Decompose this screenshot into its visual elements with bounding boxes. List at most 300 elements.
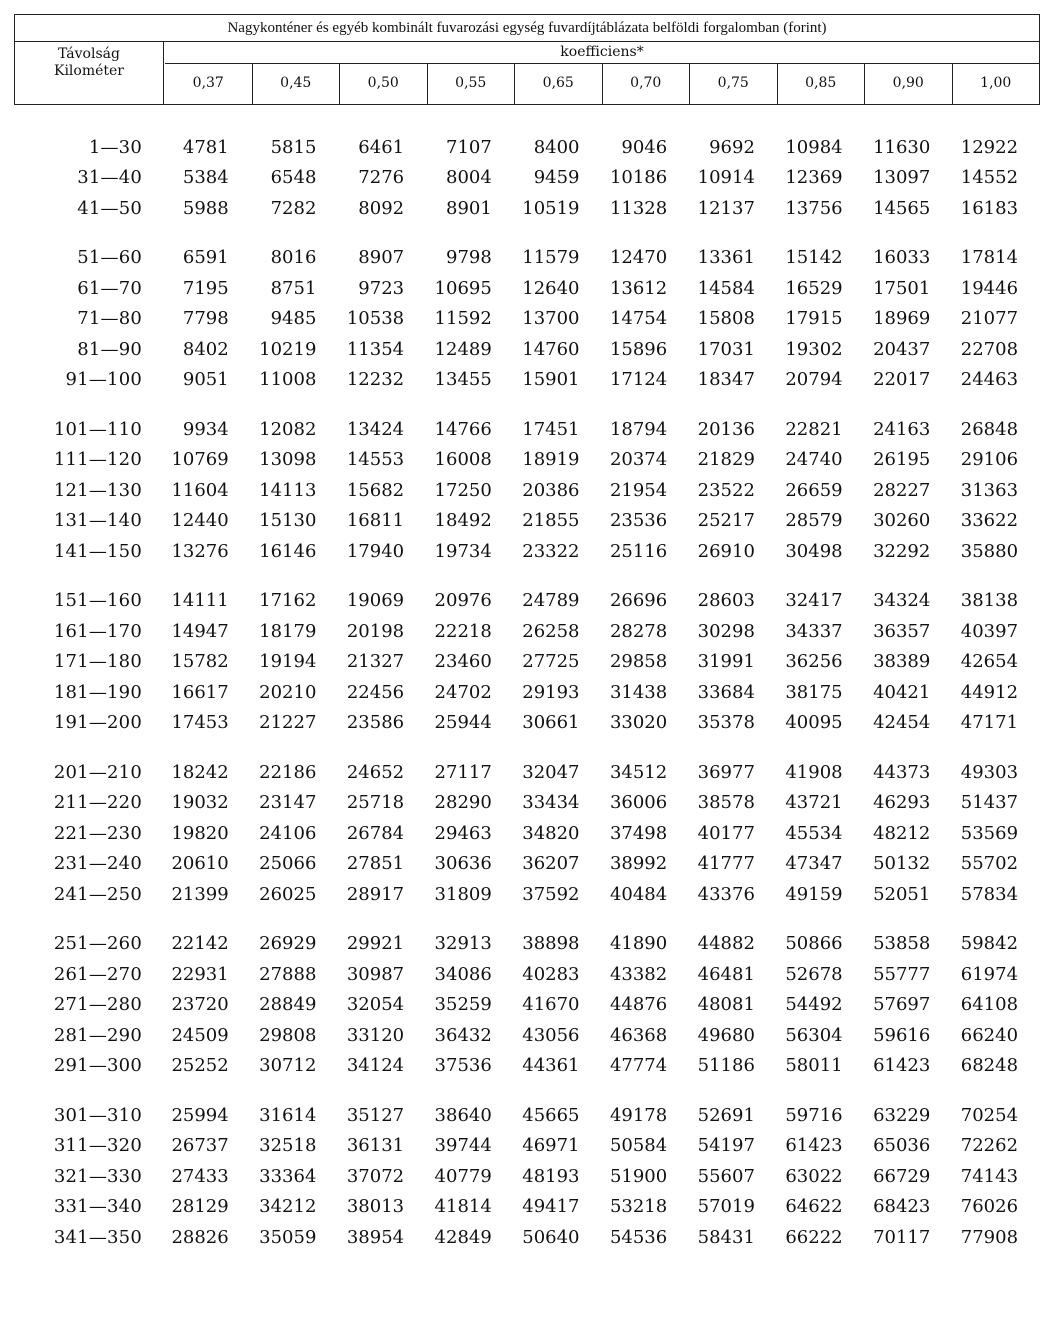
table-row [14,1051,1040,1082]
fare-cell: 53858 [873,933,931,955]
fare-cell: 9485 [270,308,317,330]
fare-cell: 17453 [171,712,229,734]
fare-cell: 19446 [960,277,1019,299]
coefficient-header: 0,45 [253,63,341,104]
fare-cell: 58431 [697,1226,755,1248]
fare-cell: 17031 [697,338,755,360]
fare-cell: 6461 [358,136,405,158]
fare-cell: 21327 [346,651,405,673]
distance-cell: 51—60 [77,247,142,269]
fare-cell: 23147 [259,792,317,814]
distance-cell: 151—160 [53,590,142,612]
fare-cell: 40421 [873,681,931,703]
table-row [14,334,1040,365]
fare-cell: 34324 [873,590,931,612]
fare-cell: 29463 [434,822,492,844]
fare-cell: 14553 [346,449,405,471]
distance-cell: 131—140 [53,510,142,532]
fare-cell: 40484 [609,883,668,905]
fare-cell: 50132 [873,853,931,875]
fare-cell: 20210 [259,681,317,703]
kilometer-label: Kilométer [53,63,124,79]
fare-cell: 32054 [346,994,405,1016]
fare-cell: 11008 [259,369,317,391]
fare-cell: 51186 [697,1055,755,1077]
fare-cell: 26848 [960,418,1019,440]
fare-cell: 17124 [609,369,668,391]
coefficient-header: 0,55 [428,63,516,104]
fare-cell: 13455 [434,369,492,391]
fare-cell: 25217 [697,510,755,532]
fare-cell: 37498 [609,822,668,844]
distance-cell: 231—240 [53,853,142,875]
fare-cell: 5815 [270,136,317,158]
fare-cell: 15142 [785,247,843,269]
fare-cell: 43056 [522,1024,580,1046]
fare-cell: 34512 [609,761,668,783]
fare-cell: 21077 [960,308,1019,330]
fare-cell: 5988 [182,197,229,219]
fare-cell: 24463 [960,369,1019,391]
tariff-grid [14,132,1040,1272]
fare-cell: 38175 [785,681,843,703]
distance-cell: 311—320 [53,1135,142,1157]
fare-cell: 24740 [785,449,843,471]
fare-cell: 45665 [522,1104,580,1126]
fare-cell: 25718 [346,792,405,814]
fare-cell: 14760 [522,338,580,360]
table-row [14,788,1040,819]
distance-cell: 191—200 [53,712,142,734]
fare-cell: 24789 [522,590,580,612]
fare-cell: 52678 [785,963,843,985]
fare-cell: 38013 [346,1196,405,1218]
fare-cell: 6591 [182,247,229,269]
table-row [14,193,1040,224]
fare-cell: 18492 [434,510,492,532]
coefficient-header: 1,00 [980,75,1012,91]
fare-cell: 47347 [785,853,843,875]
fare-cell: 13276 [171,540,229,562]
fare-cell: 55607 [697,1165,755,1187]
fare-cell: 46971 [522,1135,580,1157]
distance-cell: 61—70 [77,277,142,299]
fare-cell: 64108 [960,994,1019,1016]
fare-cell: 35259 [434,994,492,1016]
table-row [14,1131,1040,1162]
fare-cell: 25944 [434,712,492,734]
fare-cell: 59842 [960,933,1019,955]
fare-cell: 26910 [697,540,755,562]
fare-cell: 24163 [873,418,931,440]
fare-cell: 31991 [697,651,755,673]
fare-cell: 10519 [522,197,580,219]
fare-cell: 64622 [785,1196,843,1218]
fare-cell: 32518 [259,1135,317,1157]
distance-cell: 321—330 [53,1165,142,1187]
fare-cell: 33684 [697,681,755,703]
fare-cell: 35378 [697,712,755,734]
distance-cell: 111—120 [53,449,142,471]
fare-cell: 30661 [522,712,580,734]
fare-cell: 53218 [609,1196,668,1218]
fare-cell: 28278 [609,620,668,642]
fare-cell: 14111 [171,590,229,612]
fare-cell: 27851 [346,853,405,875]
fare-cell: 20976 [434,590,492,612]
fare-cell: 30987 [346,963,405,985]
distance-cell: 1—30 [88,136,142,158]
fare-cell: 14113 [259,479,317,501]
fare-cell: 38954 [346,1226,405,1248]
fare-cell: 49159 [785,883,843,905]
fare-cell: 38640 [434,1104,492,1126]
fare-cell: 26929 [259,933,317,955]
fare-cell: 12470 [609,247,668,269]
fare-cell: 70254 [960,1104,1019,1126]
fare-cell: 11354 [346,338,405,360]
fare-cell: 27888 [259,963,317,985]
fare-cell: 44373 [873,761,931,783]
fare-cell: 22186 [259,761,317,783]
table-title: Nagykonténer és egyéb kombinált fuvarozási egység fuvardíjtáblázata belföldi forgalomban (forint) [15,15,1039,42]
distance-cell: 181—190 [53,681,142,703]
fare-cell: 8751 [270,277,317,299]
table-row [14,1161,1040,1192]
fare-cell: 25116 [609,540,668,562]
fare-cell: 23536 [609,510,668,532]
fare-cell: 29193 [522,681,580,703]
table-row [14,990,1040,1021]
fare-cell: 34820 [522,822,580,844]
fare-cell: 21954 [609,479,668,501]
distance-cell: 121—130 [53,479,142,501]
fare-cell: 44882 [697,933,755,955]
fare-cell: 12232 [346,369,405,391]
fare-cell: 23586 [346,712,405,734]
fare-cell: 30636 [434,853,492,875]
distance-cell: 211—220 [53,792,142,814]
table-row [14,647,1040,678]
table-row [14,677,1040,708]
fare-cell: 19302 [785,338,843,360]
fare-cell: 41908 [785,761,843,783]
fare-cell: 13756 [785,197,843,219]
fare-cell: 36357 [873,620,931,642]
fare-cell: 18969 [873,308,931,330]
fare-cell: 59716 [785,1104,843,1126]
fare-cell: 20437 [873,338,931,360]
row-group [14,929,1040,1082]
fare-cell: 41777 [697,853,755,875]
fare-cell: 29858 [609,651,668,673]
fare-cell: 66729 [873,1165,931,1187]
fare-cell: 25994 [171,1104,229,1126]
fare-cell: 13700 [522,308,580,330]
fare-cell: 47774 [609,1055,668,1077]
fare-cell: 59616 [873,1024,931,1046]
table-row [14,616,1040,647]
fare-cell: 22456 [346,681,405,703]
table-row [14,586,1040,617]
fare-cell: 12922 [960,136,1019,158]
fare-cell: 10186 [609,167,668,189]
fare-cell: 22017 [873,369,931,391]
fare-cell: 11592 [434,308,492,330]
fare-cell: 28826 [171,1226,229,1248]
fare-cell: 40283 [522,963,580,985]
table-row [14,757,1040,788]
fare-cell: 32292 [873,540,931,562]
fare-cell: 8400 [533,136,580,158]
distance-cell: 161—170 [53,620,142,642]
fare-cell: 43376 [697,883,755,905]
row-group [14,757,1040,910]
fare-cell: 20610 [171,853,229,875]
fare-cell: 19734 [434,540,492,562]
fare-cell: 29106 [960,449,1019,471]
fare-cell: 44876 [609,994,668,1016]
fare-cell: 31363 [960,479,1019,501]
fare-cell: 39744 [434,1135,492,1157]
fare-cell: 37536 [434,1055,492,1077]
table-row [14,1020,1040,1051]
fare-cell: 15682 [346,479,405,501]
fare-cell: 26659 [785,479,843,501]
fare-cell: 23720 [171,994,229,1016]
fare-cell: 28227 [873,479,931,501]
fare-cell: 15901 [522,369,580,391]
fare-cell: 19194 [259,651,317,673]
fare-cell: 12369 [785,167,843,189]
fare-cell: 4781 [182,136,229,158]
fare-cell: 20198 [346,620,405,642]
fare-cell: 32417 [785,590,843,612]
fare-cell: 38389 [873,651,931,673]
fare-cell: 31809 [434,883,492,905]
fare-cell: 63229 [873,1104,931,1126]
fare-cell: 16529 [785,277,843,299]
fare-cell: 14584 [697,277,755,299]
fare-cell: 16183 [960,197,1019,219]
fare-cell: 10695 [434,277,492,299]
fare-cell: 38898 [522,933,580,955]
table-row [14,1192,1040,1223]
table-row [14,304,1040,335]
coefficient-header: 0,90 [865,63,953,104]
fare-cell: 9934 [182,418,229,440]
fare-cell: 13097 [873,167,931,189]
fare-cell: 7798 [182,308,229,330]
fare-cell: 13361 [697,247,755,269]
fare-cell: 33364 [259,1165,317,1187]
table-row [14,243,1040,274]
fare-cell: 7282 [270,197,317,219]
fare-cell: 33622 [960,510,1019,532]
fare-cell: 76026 [960,1196,1019,1218]
fare-cell: 28579 [785,510,843,532]
fare-cell: 15130 [259,510,317,532]
fare-cell: 11579 [522,247,580,269]
coefficient-header: 0,75 [690,63,778,104]
fare-cell: 21829 [697,449,755,471]
fare-cell: 68248 [960,1055,1019,1077]
coefficient-header: 0,65 [515,63,603,104]
fare-cell: 14766 [434,418,492,440]
fare-cell: 16617 [171,681,229,703]
fare-cell: 24702 [434,681,492,703]
fare-cell: 54197 [697,1135,755,1157]
fare-cell: 77908 [960,1226,1019,1248]
fare-cell: 24106 [259,822,317,844]
fare-cell: 12082 [259,418,317,440]
fare-cell: 13612 [609,277,668,299]
fare-cell: 57834 [960,883,1019,905]
fare-cell: 47171 [960,712,1019,734]
table-row [14,536,1040,567]
distance-cell: 141—150 [53,540,142,562]
coefficient-header: 0,37 [165,63,253,104]
fare-cell: 56304 [785,1024,843,1046]
fare-cell: 14552 [960,167,1019,189]
fare-cell: 8901 [446,197,492,219]
fare-cell: 49417 [522,1196,580,1218]
fare-cell: 18179 [259,620,317,642]
fare-cell: 10769 [171,449,229,471]
fare-cell: 28917 [346,883,405,905]
fare-cell: 27433 [171,1165,229,1187]
table-row [14,132,1040,163]
fare-cell: 14947 [171,620,229,642]
fare-cell: 23322 [522,540,580,562]
fare-cell: 43382 [609,963,668,985]
fare-cell: 10219 [259,338,317,360]
fare-cell: 28290 [434,792,492,814]
fare-cell: 25252 [171,1055,229,1077]
distance-cell: 341—350 [53,1226,142,1248]
fare-cell: 16146 [259,540,317,562]
fare-cell: 6548 [270,167,317,189]
fare-cell: 33120 [346,1024,405,1046]
fare-cell: 29808 [259,1024,317,1046]
table-row [14,445,1040,476]
row-group [14,414,1040,567]
fare-cell: 11328 [609,197,668,219]
fare-cell: 24652 [346,761,405,783]
fare-cell: 66240 [960,1024,1019,1046]
fare-cell: 30498 [785,540,843,562]
fare-cell: 22708 [960,338,1019,360]
fare-cell: 36131 [346,1135,405,1157]
fare-cell: 41814 [434,1196,492,1218]
fare-cell: 22218 [434,620,492,642]
fare-cell: 11630 [873,136,931,158]
fare-cell: 34337 [785,620,843,642]
fare-cell: 40177 [697,822,755,844]
fare-cell: 12137 [697,197,755,219]
table-row [14,506,1040,537]
distance-label: Távolság [58,46,120,62]
fare-cell: 46293 [873,792,931,814]
fare-cell: 40397 [960,620,1019,642]
table-row [14,1222,1040,1253]
fare-cell: 28603 [697,590,755,612]
table-row [14,475,1040,506]
fare-cell: 32913 [434,933,492,955]
coefficient-label: koefficiens* [165,41,1039,64]
fare-cell: 42849 [434,1226,492,1248]
fare-cell: 15782 [171,651,229,673]
fare-cell: 21855 [522,510,580,532]
fare-cell: 46481 [697,963,755,985]
table-row [14,365,1040,396]
fare-cell: 24509 [171,1024,229,1046]
fare-cell: 33020 [609,712,668,734]
fare-cell: 35127 [346,1104,405,1126]
fare-cell: 53569 [960,822,1019,844]
fare-cell: 14754 [609,308,668,330]
row-group [14,1100,1040,1253]
fare-cell: 26025 [259,883,317,905]
fare-cell: 29921 [346,933,405,955]
fare-cell: 25066 [259,853,317,875]
fare-cell: 57019 [697,1196,755,1218]
fare-cell: 17451 [522,418,580,440]
fare-cell: 44912 [960,681,1019,703]
fare-cell: 26737 [171,1135,229,1157]
table-row [14,163,1040,194]
fare-cell: 19032 [171,792,229,814]
fare-cell: 22821 [785,418,843,440]
fare-cell: 38992 [609,853,668,875]
fare-cell: 42654 [960,651,1019,673]
distance-column-header [15,41,164,104]
fare-cell: 20374 [609,449,668,471]
fare-cell: 50866 [785,933,843,955]
fare-cell: 61423 [873,1055,931,1077]
fare-cell: 12489 [434,338,492,360]
fare-cell: 26696 [609,590,668,612]
fare-cell: 33434 [522,792,580,814]
table-row [14,879,1040,910]
fare-cell: 15808 [697,308,755,330]
fare-cell: 50640 [522,1226,580,1248]
row-group [14,586,1040,739]
distance-cell: 41—50 [77,197,142,219]
fare-cell: 17940 [346,540,405,562]
fare-cell: 30260 [873,510,931,532]
fare-cell: 20386 [522,479,580,501]
table-row [14,849,1040,880]
fare-cell: 72262 [960,1135,1019,1157]
distance-cell: 81—90 [77,338,142,360]
fare-cell: 44361 [522,1055,580,1077]
fare-cell: 8092 [358,197,405,219]
fare-cell: 34086 [434,963,492,985]
fare-cell: 23460 [434,651,492,673]
fare-cell: 17250 [434,479,492,501]
fare-cell: 22142 [171,933,229,955]
fare-cell: 49303 [960,761,1019,783]
fare-cell: 37072 [346,1165,405,1187]
fare-cell: 58011 [785,1055,843,1077]
distance-cell: 241—250 [53,883,142,905]
fare-cell: 18919 [522,449,580,471]
fare-cell: 8016 [270,247,317,269]
fare-cell: 20136 [697,418,755,440]
fare-cell: 70117 [873,1226,931,1248]
fare-cell: 48081 [697,994,755,1016]
